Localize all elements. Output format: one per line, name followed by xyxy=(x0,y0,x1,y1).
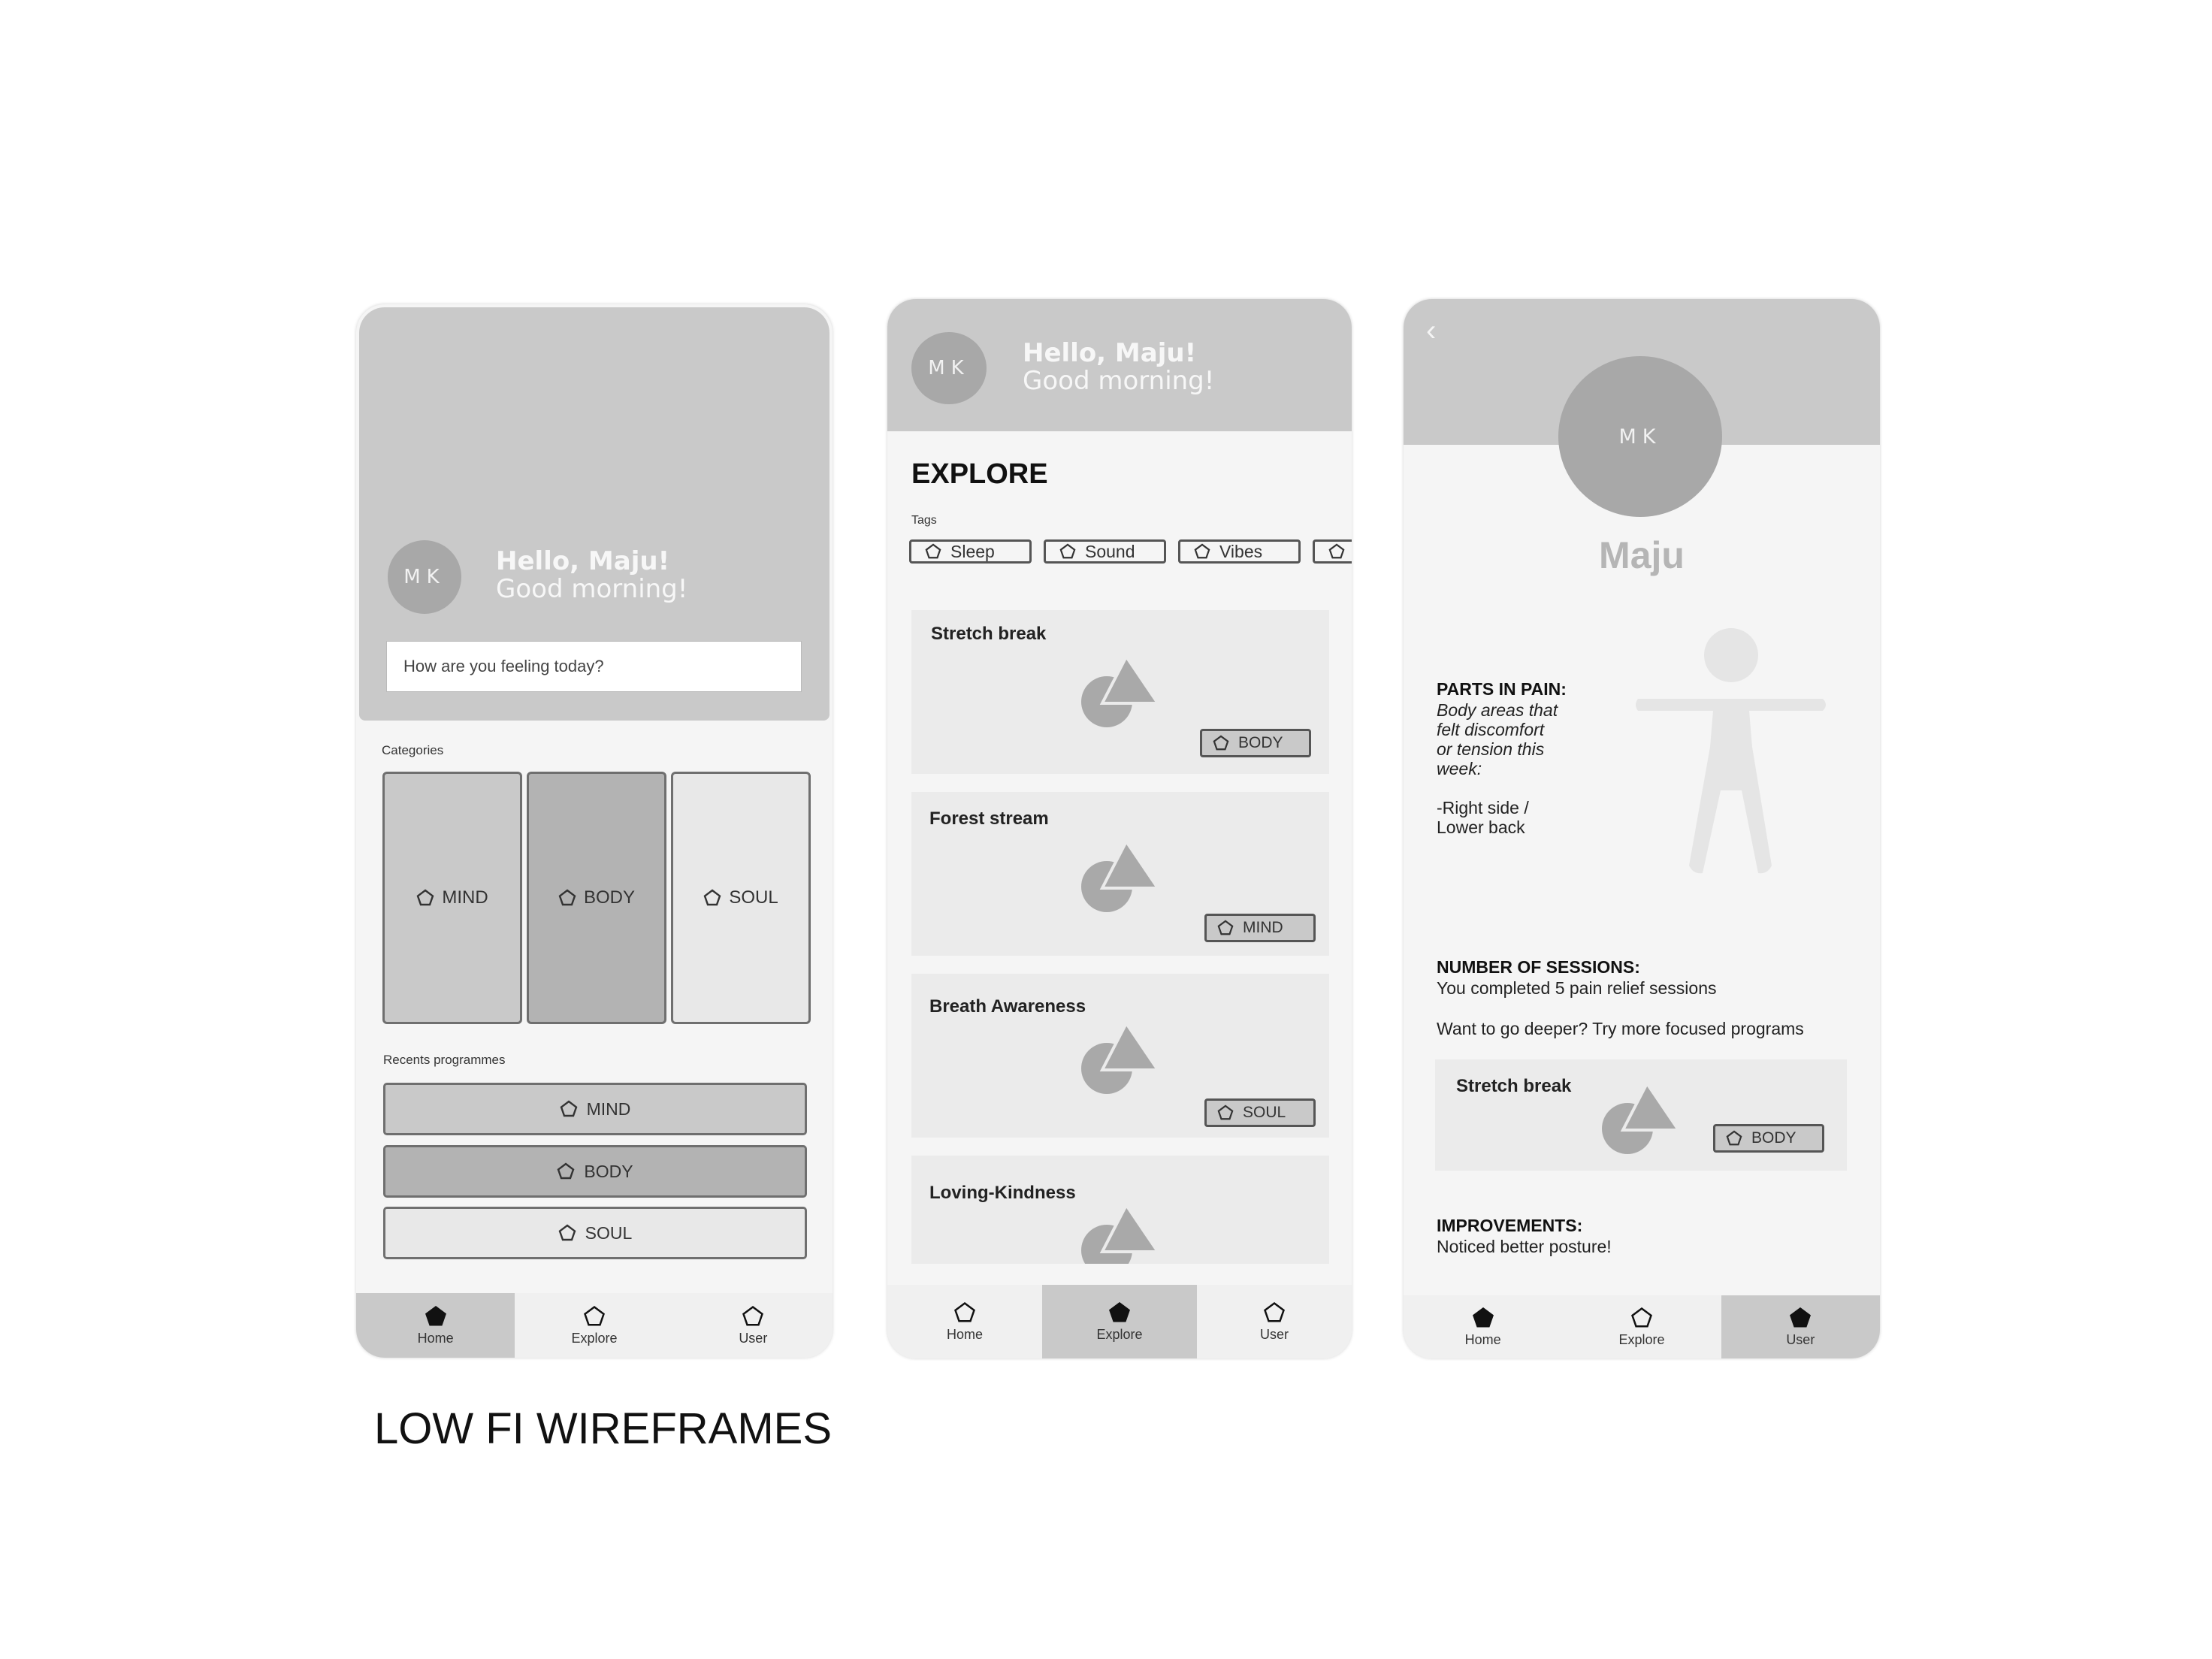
pentagon-icon xyxy=(558,889,576,907)
improvements-heading: IMPROVEMENTS: xyxy=(1437,1216,1583,1235)
category-body[interactable] xyxy=(527,772,666,1024)
tag-label: Sound xyxy=(1085,541,1135,561)
nav-user[interactable] xyxy=(674,1293,833,1358)
nav-label: Home xyxy=(946,1326,983,1342)
sessions-text: You completed 5 pain relief sessions xyxy=(1437,978,1717,998)
user-icon xyxy=(1788,1307,1812,1329)
shapes-placeholder-icon xyxy=(1080,654,1159,729)
tag-label: Sleep xyxy=(950,541,995,561)
pentagon-icon xyxy=(1217,920,1234,936)
greeting-title: Hello, Maju! xyxy=(496,546,670,576)
nav-explore[interactable] xyxy=(1562,1295,1721,1358)
home-screen xyxy=(356,304,833,1358)
mood-search-input[interactable]: How are you feeling today? xyxy=(386,641,802,692)
category-label: MIND xyxy=(442,887,488,908)
pentagon-icon xyxy=(1213,735,1229,751)
pentagon-icon xyxy=(1217,1104,1234,1121)
pain-description-line: or tension this xyxy=(1437,739,1545,759)
shapes-placeholder-icon xyxy=(1080,1202,1159,1264)
sessions-heading: NUMBER OF SESSIONS: xyxy=(1437,957,1640,977)
tag-sound[interactable] xyxy=(1044,539,1166,564)
pentagon-icon xyxy=(703,889,721,907)
explore-icon xyxy=(1630,1307,1654,1329)
pentagon-icon xyxy=(558,1224,576,1242)
categories-label: Categories xyxy=(382,743,444,757)
program-card[interactable] xyxy=(911,1156,1329,1264)
pain-value-line: -Right side / xyxy=(1437,798,1529,817)
pain-description-line: Body areas that xyxy=(1437,700,1558,720)
explore-screen xyxy=(887,299,1352,1358)
user-screen xyxy=(1404,299,1880,1358)
card-title: Loving-Kindness xyxy=(929,1183,1076,1203)
bottom-nav xyxy=(356,1293,833,1358)
nav-home[interactable] xyxy=(356,1293,515,1358)
recents-label: Recents programmes xyxy=(383,1053,506,1067)
explore-icon xyxy=(1108,1301,1132,1324)
deeper-text: Want to go deeper? Try more focused programs xyxy=(1437,1019,1804,1038)
programme-label: SOUL xyxy=(585,1222,633,1243)
card-title: Forest stream xyxy=(929,808,1049,829)
improvements-text: Noticed better posture! xyxy=(1437,1237,1612,1256)
category-badge[interactable] xyxy=(1204,1098,1316,1127)
tag-label: Vibes xyxy=(1219,541,1263,561)
category-badge[interactable] xyxy=(1200,729,1311,757)
badge-label: BODY xyxy=(1751,1129,1796,1147)
pain-description xyxy=(1437,700,1558,778)
greeting-subtitle: Good morning! xyxy=(1023,366,1215,396)
nav-label: Explore xyxy=(571,1330,618,1346)
home-icon xyxy=(424,1305,448,1328)
user-icon xyxy=(1262,1301,1286,1324)
nav-user[interactable] xyxy=(1197,1285,1352,1358)
category-label: BODY xyxy=(583,887,635,908)
category-badge[interactable] xyxy=(1204,914,1316,942)
pentagon-icon xyxy=(560,1100,578,1118)
card-title: Stretch break xyxy=(931,624,1047,644)
program-card[interactable] xyxy=(911,610,1329,774)
nav-label: User xyxy=(1259,1326,1289,1342)
nav-label: Explore xyxy=(1096,1326,1143,1342)
recent-programme-soul[interactable] xyxy=(383,1207,807,1259)
tag-vibes[interactable] xyxy=(1178,539,1301,564)
avatar[interactable]: MK xyxy=(911,332,987,404)
recent-programme-body[interactable] xyxy=(383,1145,807,1198)
pain-value xyxy=(1437,798,1529,837)
shapes-placeholder-icon xyxy=(1080,839,1159,914)
profile-avatar[interactable]: MK xyxy=(1558,356,1722,517)
pentagon-icon xyxy=(925,543,941,560)
programme-label: BODY xyxy=(584,1161,633,1181)
category-soul[interactable] xyxy=(671,772,811,1024)
pain-description-line: felt discomfort xyxy=(1437,720,1545,739)
nav-label: Home xyxy=(1464,1331,1501,1347)
page-title: EXPLORE xyxy=(911,458,1048,490)
nav-user[interactable] xyxy=(1721,1295,1880,1358)
user-icon xyxy=(741,1305,765,1328)
back-icon[interactable]: ‹ xyxy=(1426,314,1437,347)
badge-label: BODY xyxy=(1238,734,1283,751)
bottom-nav xyxy=(887,1285,1352,1358)
recommended-card[interactable] xyxy=(1435,1059,1847,1171)
category-label: SOUL xyxy=(729,887,778,908)
card-title: Stretch break xyxy=(1456,1076,1572,1096)
pain-description-line: week: xyxy=(1437,759,1482,778)
category-badge[interactable] xyxy=(1713,1124,1824,1153)
tags-label: Tags xyxy=(911,514,937,527)
nav-label: User xyxy=(1786,1331,1815,1347)
shapes-placeholder-icon xyxy=(1600,1080,1680,1156)
shapes-placeholder-icon xyxy=(1080,1020,1159,1095)
pain-heading: PARTS IN PAIN: xyxy=(1437,679,1567,699)
greeting-title: Hello, Maju! xyxy=(1023,338,1197,368)
card-title: Breath Awareness xyxy=(929,996,1086,1017)
nav-label: User xyxy=(739,1330,768,1346)
recent-programme-mind[interactable] xyxy=(383,1083,807,1135)
body-figure-icon xyxy=(1630,627,1833,882)
pain-value-line: Lower back xyxy=(1437,817,1525,837)
home-icon xyxy=(953,1301,977,1324)
bottom-nav xyxy=(1404,1295,1880,1358)
pentagon-icon xyxy=(557,1162,575,1180)
greeting-subtitle: Good morning! xyxy=(496,574,688,604)
nav-explore[interactable] xyxy=(515,1293,673,1358)
nav-label: Home xyxy=(417,1330,454,1346)
profile-name: Maju xyxy=(1599,534,1685,576)
nav-home[interactable] xyxy=(1404,1295,1562,1358)
category-mind[interactable] xyxy=(382,772,522,1024)
explore-icon xyxy=(582,1305,606,1328)
badge-label: MIND xyxy=(1243,919,1283,936)
program-card[interactable] xyxy=(911,974,1329,1138)
pentagon-icon xyxy=(1328,543,1345,560)
badge-label: SOUL xyxy=(1243,1104,1286,1121)
pentagon-icon xyxy=(1194,543,1210,560)
tag-overflow[interactable] xyxy=(1313,539,1352,564)
caption: LOW FI WIREFRAMES xyxy=(374,1404,832,1453)
avatar[interactable]: MK xyxy=(388,540,461,614)
nav-explore[interactable] xyxy=(1042,1285,1197,1358)
nav-home[interactable] xyxy=(887,1285,1042,1358)
home-icon xyxy=(1471,1307,1495,1329)
program-card[interactable] xyxy=(911,792,1329,956)
pentagon-icon xyxy=(1726,1130,1742,1147)
tag-sleep[interactable] xyxy=(909,539,1032,564)
nav-label: Explore xyxy=(1618,1331,1665,1347)
programme-label: MIND xyxy=(586,1098,631,1119)
pentagon-icon xyxy=(416,889,434,907)
pentagon-icon xyxy=(1059,543,1076,560)
